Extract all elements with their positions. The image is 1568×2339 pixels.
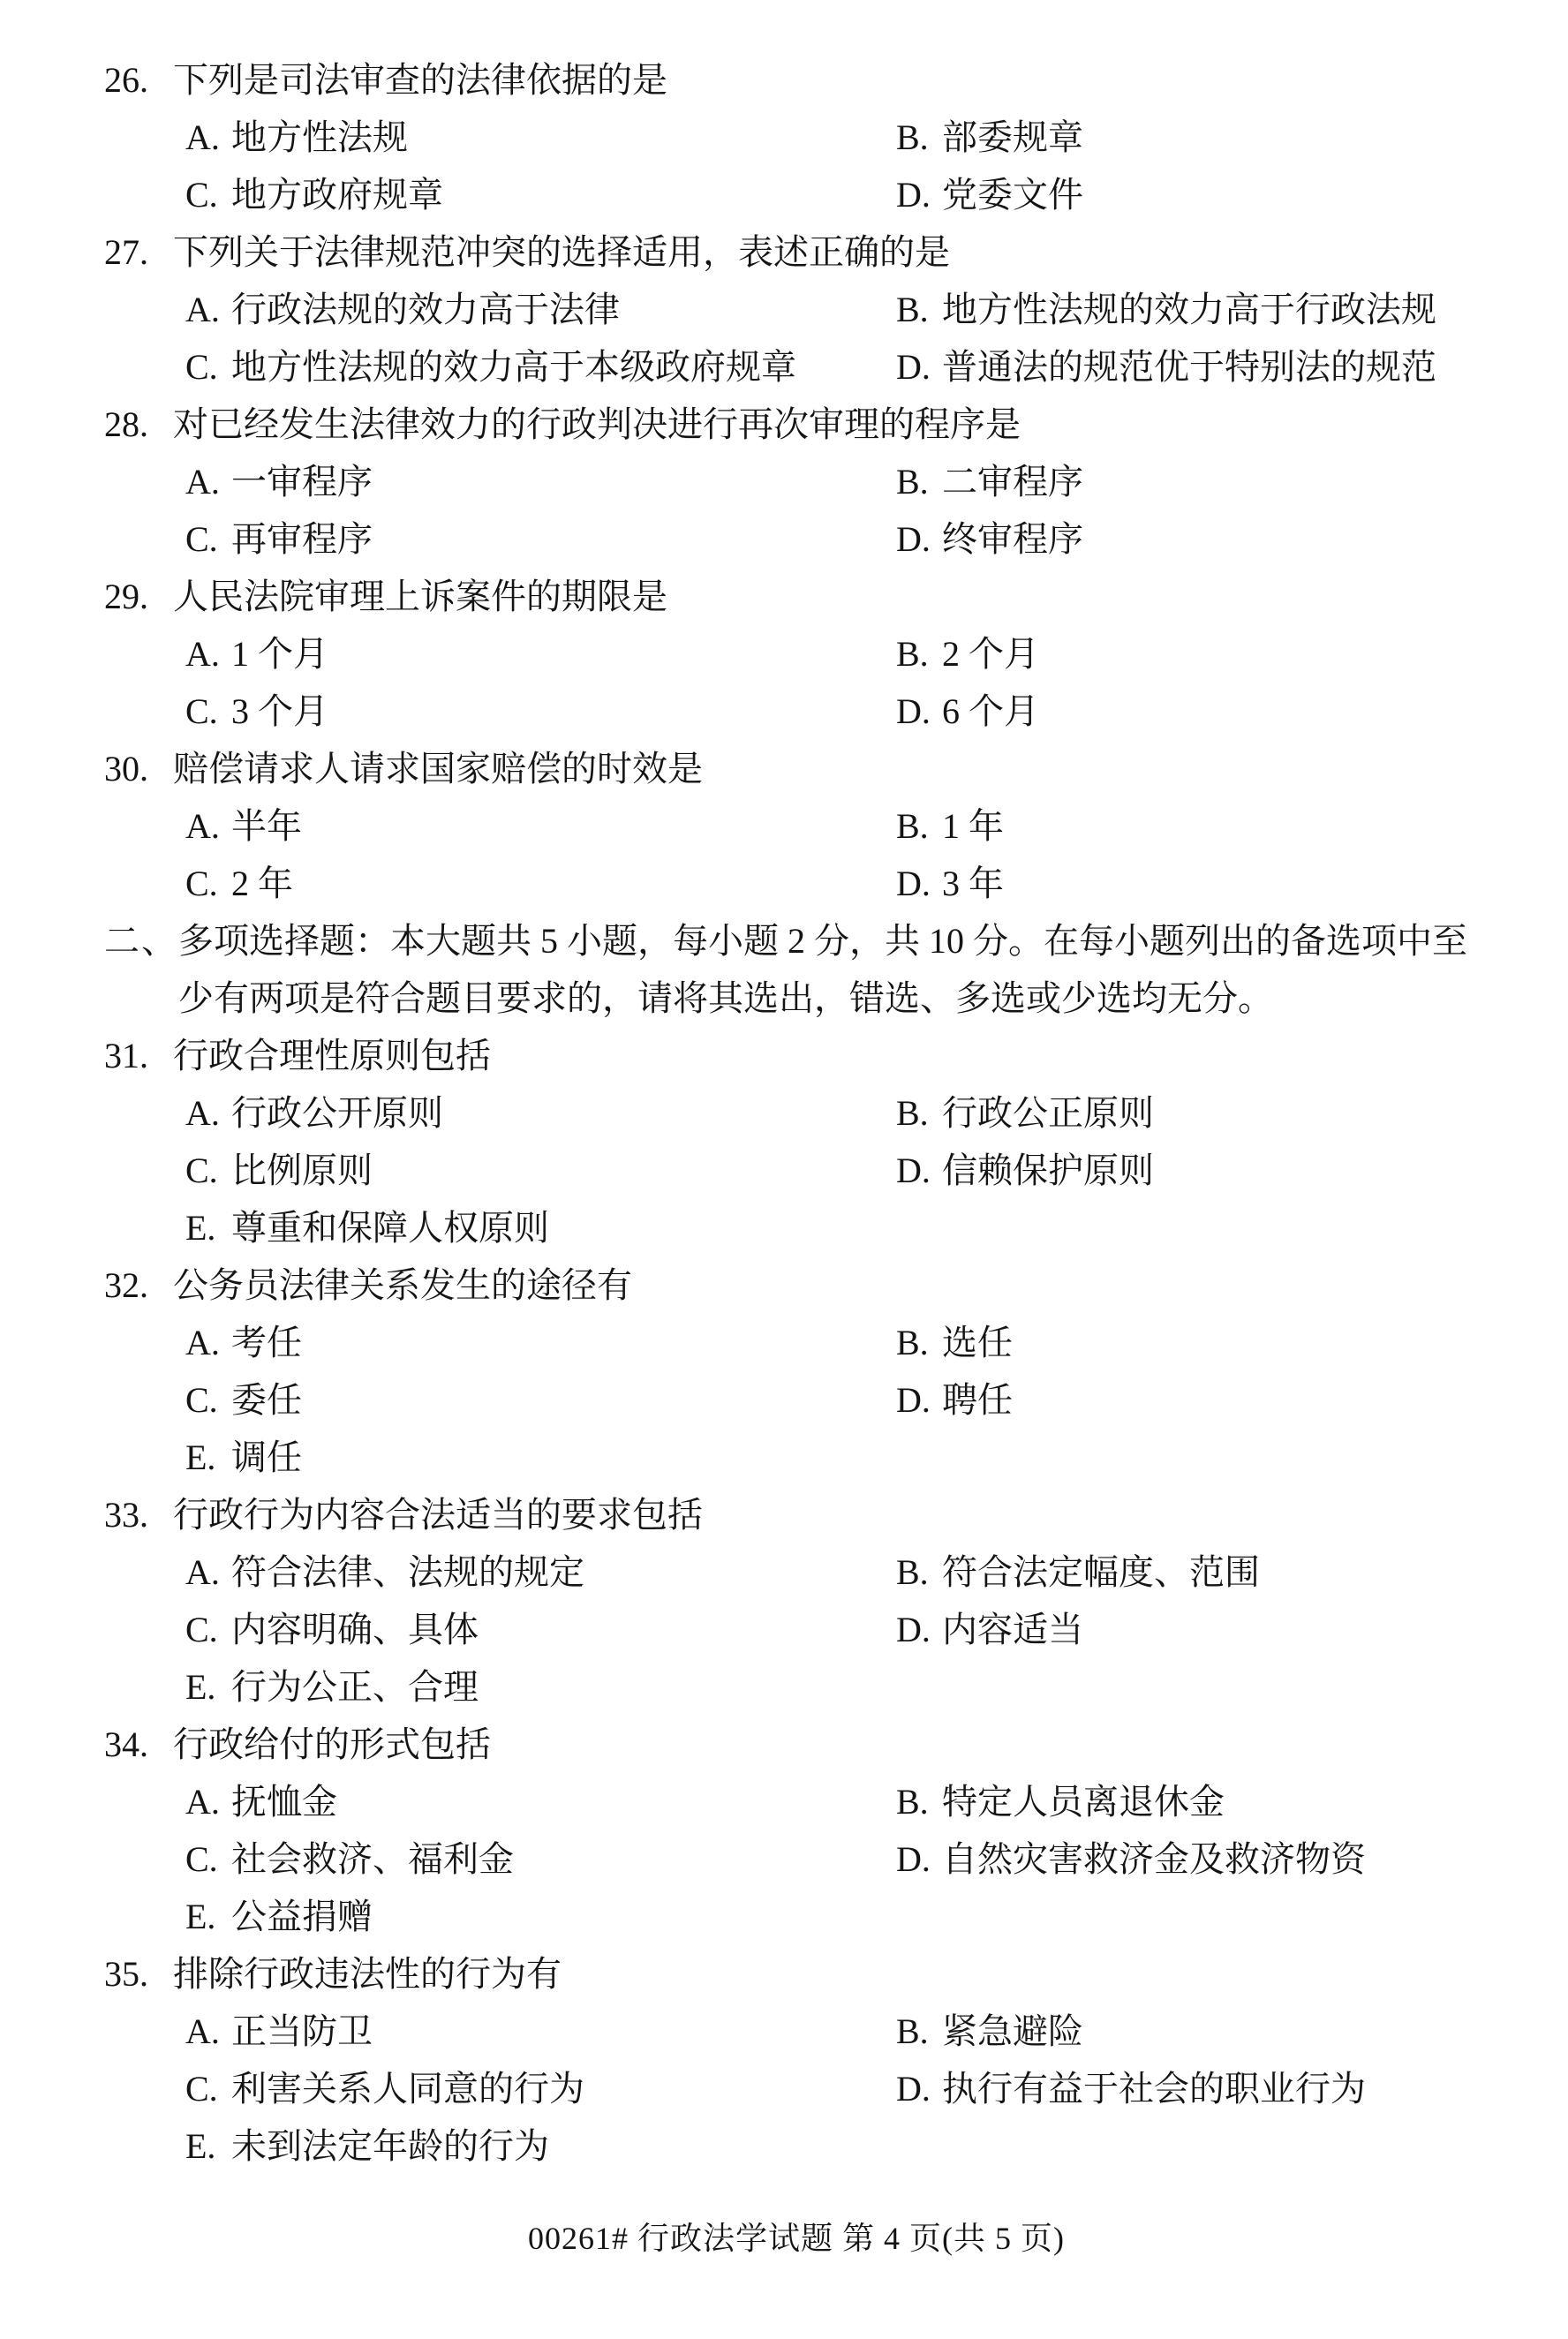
option-text: 符合法律、法规的规定 <box>231 1552 584 1592</box>
option-item <box>185 510 896 568</box>
option-text: 1 个月 <box>231 634 328 674</box>
option-text: 抚恤金 <box>231 1782 337 1822</box>
option-text: 3 年 <box>942 864 1004 903</box>
option-text: 委任 <box>231 1380 302 1420</box>
option-text: 内容适当 <box>942 1610 1083 1649</box>
option-label: C. <box>185 1380 218 1420</box>
option-label: B. <box>896 1782 929 1822</box>
question-stem: 行政合理性原则包括 <box>173 1036 491 1075</box>
option-label: E. <box>185 1667 216 1707</box>
option-item <box>896 2060 1489 2117</box>
option-label: D. <box>896 1610 931 1649</box>
option-item <box>896 1601 1489 1658</box>
option-text: 考任 <box>231 1323 302 1362</box>
option-item <box>896 109 1489 166</box>
question-stem-row <box>104 1716 1489 1773</box>
option-text: 正当防卫 <box>231 2011 373 2051</box>
option-text: 普通法的规范优于特别法的规范 <box>942 347 1436 387</box>
option-text: 一审程序 <box>231 462 373 502</box>
option-item <box>185 797 896 855</box>
option-text: 执行有益于社会的职业行为 <box>942 2069 1366 2109</box>
question-stem-row <box>104 740 1489 797</box>
option-label: D. <box>896 691 931 731</box>
option-label: C. <box>185 1151 218 1190</box>
option-label: C. <box>185 519 218 559</box>
option-label: E. <box>185 2126 216 2166</box>
question-item <box>104 223 1489 396</box>
option-row <box>104 1084 1489 1142</box>
option-label: D. <box>896 1151 931 1190</box>
option-text: 地方性法规的效力高于本级政府规章 <box>231 347 796 387</box>
option-item <box>896 1142 1489 1199</box>
option-label: D. <box>896 175 931 215</box>
option-text: 信赖保护原则 <box>942 1151 1154 1190</box>
option-item <box>185 1199 896 1256</box>
question-number: 28. <box>104 404 148 444</box>
question-stem: 人民法院审理上诉案件的期限是 <box>173 577 667 616</box>
option-row <box>104 625 1489 683</box>
question-stem: 公务员法律关系发生的途径有 <box>173 1265 632 1305</box>
option-item <box>896 2003 1489 2060</box>
question-item <box>104 1256 1489 1486</box>
question-stem: 行政行为内容合法适当的要求包括 <box>173 1495 703 1535</box>
option-label: B. <box>896 462 929 502</box>
option-label: E. <box>185 1208 216 1248</box>
option-text: 2 个月 <box>942 634 1039 674</box>
option-item <box>185 625 896 683</box>
option-text: 1 年 <box>942 806 1004 846</box>
option-item <box>185 1830 896 1888</box>
option-row <box>104 683 1489 740</box>
question-stem-row <box>104 1256 1489 1314</box>
question-item <box>104 51 1489 223</box>
option-item <box>185 1601 896 1658</box>
single-choice-section <box>104 51 1489 912</box>
option-text: 符合法定幅度、范围 <box>942 1552 1260 1592</box>
option-item <box>896 683 1489 740</box>
question-item <box>104 568 1489 740</box>
question-number: 30. <box>104 749 148 788</box>
option-item <box>185 109 896 166</box>
option-label: B. <box>896 1323 929 1362</box>
option-label: A. <box>185 806 220 846</box>
option-item <box>185 338 896 396</box>
option-row <box>104 1658 1489 1716</box>
option-text: 选任 <box>942 1323 1013 1362</box>
option-row <box>104 1601 1489 1658</box>
option-label: B. <box>896 1552 929 1592</box>
option-row <box>104 109 1489 166</box>
option-row <box>104 338 1489 396</box>
option-text: 再审程序 <box>231 519 373 559</box>
question-number: 32. <box>104 1265 148 1305</box>
option-label: D. <box>896 519 931 559</box>
option-item <box>185 1888 896 1945</box>
option-text: 尊重和保障人权原则 <box>231 1208 549 1248</box>
question-stem: 下列是司法审查的法律依据的是 <box>173 60 667 100</box>
option-item <box>185 1142 896 1199</box>
question-stem-row <box>104 1945 1489 2003</box>
option-item <box>185 1429 896 1486</box>
option-text: 自然灾害救济金及救济物资 <box>942 1839 1366 1879</box>
question-item <box>104 1486 1489 1716</box>
option-label: D. <box>896 1839 931 1879</box>
option-item <box>896 1314 1489 1371</box>
question-item <box>104 1716 1489 1945</box>
option-label: B. <box>896 117 929 157</box>
option-label: D. <box>896 1380 931 1420</box>
question-stem-row <box>104 568 1489 625</box>
option-text: 2 年 <box>231 864 293 903</box>
option-row <box>104 1429 1489 1486</box>
question-number: 31. <box>104 1036 148 1075</box>
option-row <box>104 2003 1489 2060</box>
option-label: A. <box>185 1552 220 1592</box>
option-label: C. <box>185 1839 218 1879</box>
option-label: E. <box>185 1897 216 1936</box>
question-stem: 下列关于法律规范冲突的选择适用，表述正确的是 <box>173 232 950 272</box>
option-label: E. <box>185 1437 216 1477</box>
option-row <box>104 281 1489 338</box>
option-item <box>185 683 896 740</box>
option-label: C. <box>185 347 218 387</box>
option-row <box>104 1543 1489 1601</box>
option-item <box>896 855 1489 912</box>
option-label: D. <box>896 347 931 387</box>
option-item <box>185 2003 896 2060</box>
option-text: 公益捐赠 <box>231 1897 373 1936</box>
option-text: 聘任 <box>942 1380 1013 1420</box>
option-text: 半年 <box>231 806 302 846</box>
option-item <box>185 281 896 338</box>
option-label: B. <box>896 2011 929 2051</box>
question-stem-row <box>104 1027 1489 1084</box>
option-item <box>896 1773 1489 1830</box>
option-label: B. <box>896 290 929 329</box>
question-stem-row <box>104 51 1489 109</box>
question-stem: 排除行政违法性的行为有 <box>173 1954 562 1994</box>
question-number: 27. <box>104 232 148 272</box>
option-item <box>185 1658 896 1716</box>
option-row <box>104 855 1489 912</box>
option-row <box>104 1888 1489 1945</box>
option-text: 行政法规的效力高于法律 <box>231 290 620 329</box>
option-item <box>185 1773 896 1830</box>
option-text: 6 个月 <box>942 691 1039 731</box>
question-stem-row <box>104 396 1489 453</box>
option-item <box>896 281 1489 338</box>
option-label: A. <box>185 290 220 329</box>
option-row <box>104 1830 1489 1888</box>
option-label: A. <box>185 2011 220 2051</box>
option-text: 3 个月 <box>231 691 328 731</box>
option-item <box>896 1830 1489 1888</box>
option-row <box>104 166 1489 223</box>
option-text: 社会救济、福利金 <box>231 1839 514 1879</box>
option-item <box>896 338 1489 396</box>
option-item <box>896 166 1489 223</box>
option-text: 特定人员离退休金 <box>942 1782 1225 1822</box>
option-label: A. <box>185 634 220 674</box>
option-item <box>896 1084 1489 1142</box>
question-stem-row <box>104 1486 1489 1543</box>
option-label: C. <box>185 1610 218 1649</box>
option-label: B. <box>896 1093 929 1133</box>
option-text: 地方政府规章 <box>231 175 443 215</box>
option-item <box>185 453 896 510</box>
option-text: 二审程序 <box>942 462 1083 502</box>
question-stem: 赔偿请求人请求国家赔偿的时效是 <box>173 749 703 788</box>
option-text: 地方性法规 <box>231 117 408 157</box>
section-2-header <box>104 912 1489 1027</box>
option-text: 党委文件 <box>942 175 1083 215</box>
option-item <box>185 1314 896 1371</box>
question-stem-row <box>104 223 1489 281</box>
option-item <box>185 1084 896 1142</box>
option-text: 行政公正原则 <box>942 1093 1154 1133</box>
option-row <box>104 1371 1489 1429</box>
question-number: 34. <box>104 1724 148 1764</box>
option-label: A. <box>185 1093 220 1133</box>
option-item <box>185 2060 896 2117</box>
question-stem: 行政给付的形式包括 <box>173 1724 491 1764</box>
option-label: D. <box>896 2069 931 2109</box>
option-row <box>104 510 1489 568</box>
question-stem: 对已经发生法律效力的行政判决进行再次审理的程序是 <box>173 404 1021 444</box>
option-text: 部委规章 <box>942 117 1083 157</box>
option-text: 利害关系人同意的行为 <box>231 2069 584 2109</box>
option-item <box>896 510 1489 568</box>
option-item <box>185 166 896 223</box>
question-number: 35. <box>104 1954 148 1994</box>
option-item <box>896 625 1489 683</box>
option-row <box>104 797 1489 855</box>
question-item <box>104 1027 1489 1256</box>
option-item <box>185 1543 896 1601</box>
option-label: A. <box>185 117 220 157</box>
option-row <box>104 1773 1489 1830</box>
option-item <box>896 1371 1489 1429</box>
section-2-label: 二、 <box>104 921 178 961</box>
option-row <box>104 2117 1489 2175</box>
section-2-instructions: 多项选择题：本大题共 5 小题，每小题 2 分，共 10 分。在每小题列出的备选项中至少有两项是符合题目要求的，请将其选出，错选、多选或少选均无分。 <box>178 921 1467 1018</box>
question-number: 33. <box>104 1495 148 1535</box>
option-text: 调任 <box>231 1437 302 1477</box>
question-number: 29. <box>104 577 148 616</box>
question-number: 26. <box>104 60 148 100</box>
option-label: A. <box>185 1323 220 1362</box>
option-text: 紧急避险 <box>942 2011 1083 2051</box>
option-text: 内容明确、具体 <box>231 1610 479 1649</box>
option-label: B. <box>896 806 929 846</box>
option-item <box>896 797 1489 855</box>
question-item <box>104 740 1489 912</box>
option-label: C. <box>185 175 218 215</box>
question-item <box>104 396 1489 568</box>
option-row <box>104 453 1489 510</box>
option-label: B. <box>896 634 929 674</box>
option-text: 地方性法规的效力高于行政法规 <box>942 290 1436 329</box>
option-item <box>896 1543 1489 1601</box>
option-text: 未到法定年龄的行为 <box>231 2126 549 2166</box>
option-label: D. <box>896 864 931 903</box>
option-item <box>185 2117 896 2175</box>
option-label: C. <box>185 864 218 903</box>
option-item <box>185 1371 896 1429</box>
multi-choice-section <box>104 1027 1489 2175</box>
option-row <box>104 2060 1489 2117</box>
option-row <box>104 1199 1489 1256</box>
option-text: 行为公正、合理 <box>231 1667 479 1707</box>
option-label: C. <box>185 2069 218 2109</box>
option-label: A. <box>185 1782 220 1822</box>
option-text: 终审程序 <box>942 519 1083 559</box>
option-text: 行政公开原则 <box>231 1093 443 1133</box>
page-footer: 00261# 行政法学试题 第 4 页(共 5 页) <box>528 2221 1065 2256</box>
option-label: C. <box>185 691 218 731</box>
option-text: 比例原则 <box>231 1151 373 1190</box>
option-row <box>104 1142 1489 1199</box>
option-item <box>185 855 896 912</box>
option-row <box>104 1314 1489 1371</box>
question-item <box>104 1945 1489 2175</box>
option-item <box>896 453 1489 510</box>
option-label: A. <box>185 462 220 502</box>
